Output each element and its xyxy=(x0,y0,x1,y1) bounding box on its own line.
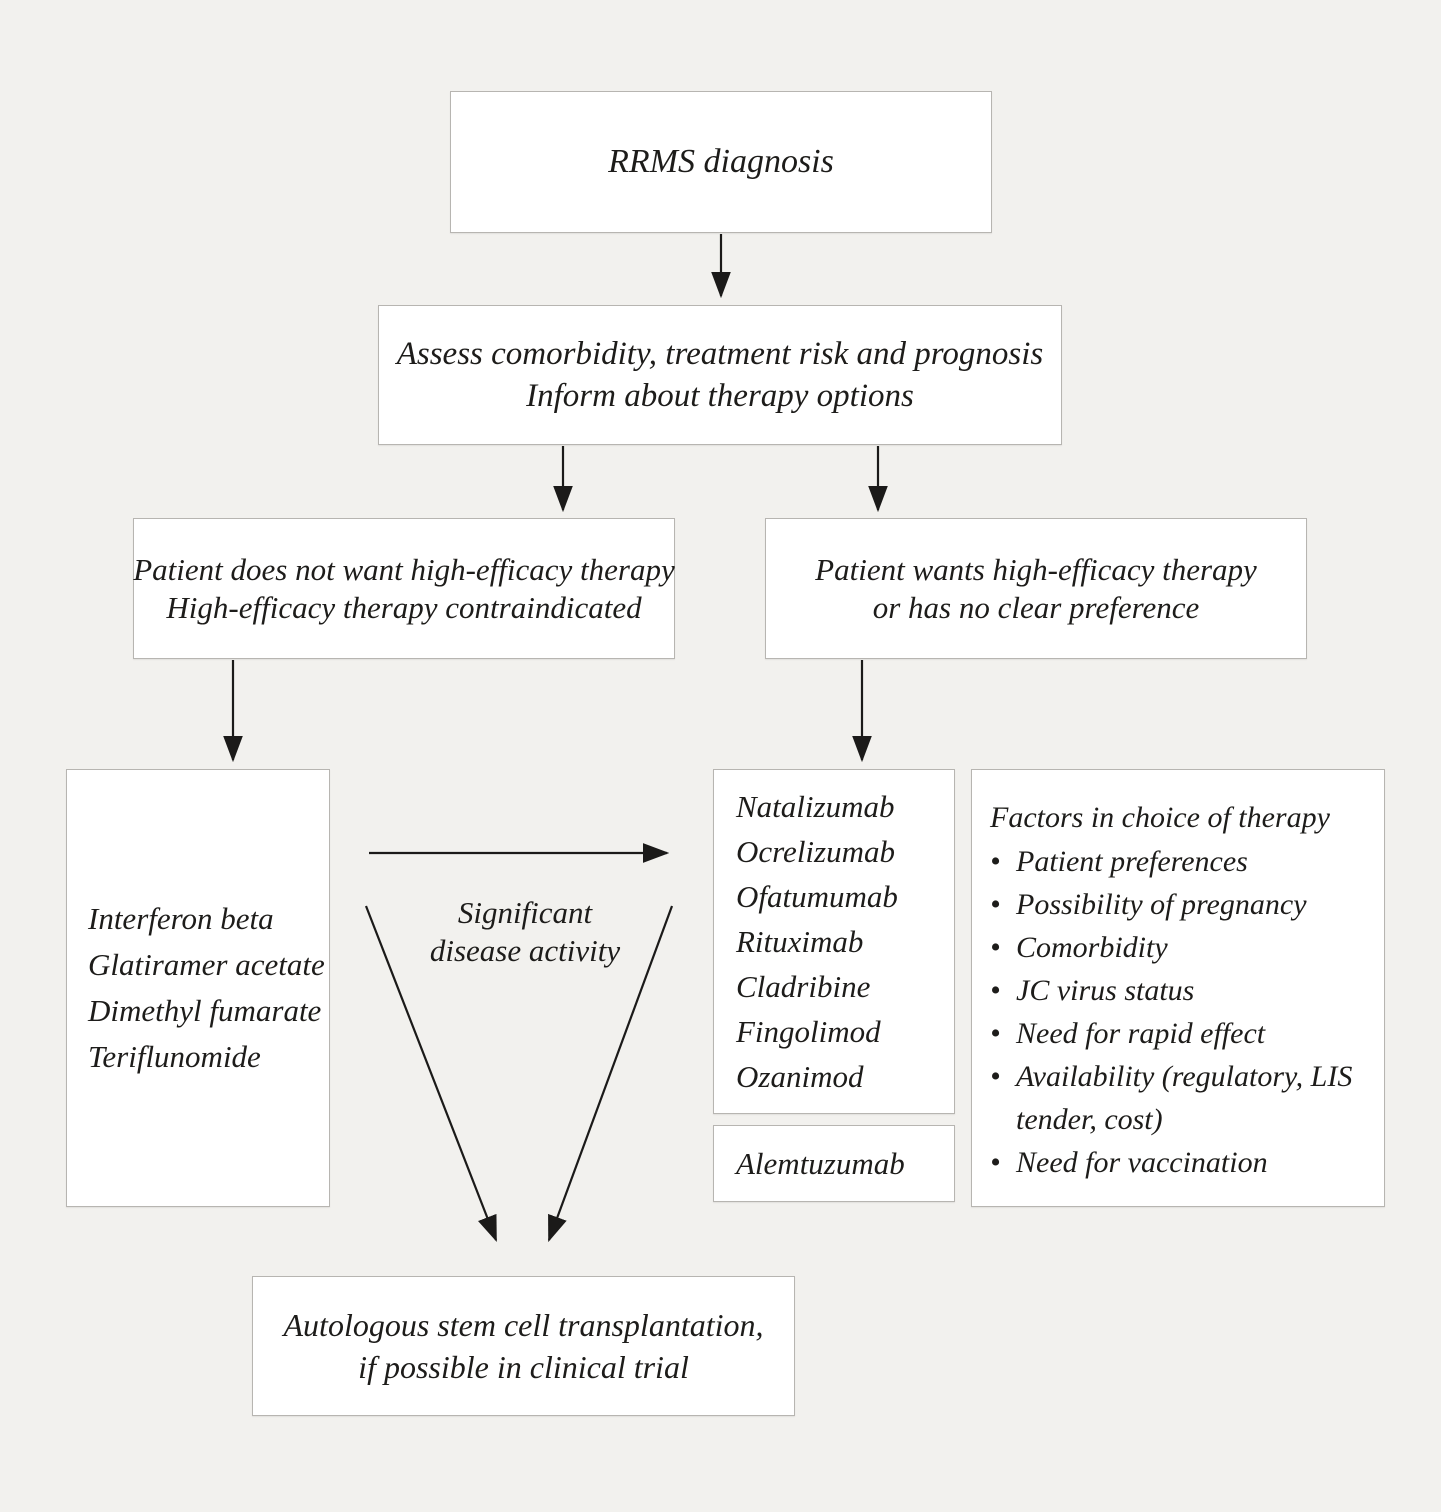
node-no-high-efficacy-line-2: High-efficacy therapy contraindicated xyxy=(166,589,642,625)
factor-need-for-vaccination: Need for vaccination xyxy=(1016,1146,1268,1179)
drug-ozanimod: Ozanimod xyxy=(736,1059,864,1094)
node-stem-cell-transplantation xyxy=(252,1276,795,1416)
bullet-icon: • xyxy=(990,1017,1001,1050)
factor-need-for-rapid-effect: Need for rapid effect xyxy=(1016,1017,1266,1050)
drug-teriflunomide: Teriflunomide xyxy=(88,1039,261,1074)
node-moderate-efficacy-drugs xyxy=(66,769,330,1207)
edge-label-line-2: disease activity xyxy=(429,933,621,968)
factor-item xyxy=(990,1141,1364,1184)
factor-possibility-of-pregnancy: Possibility of pregnancy xyxy=(1016,888,1307,921)
factor-item xyxy=(990,969,1364,1012)
factor-item xyxy=(990,1055,1364,1141)
factor-item xyxy=(990,883,1364,926)
drug-dimethyl-fumarate: Dimethyl fumarate xyxy=(88,993,322,1028)
node-assess-line-2: Inform about therapy options xyxy=(526,378,914,414)
node-stem-cell-line-1: Autologous stem cell transplantation, xyxy=(283,1307,764,1343)
factor-item xyxy=(990,926,1364,969)
node-assess-line-1: Assess comorbidity, treatment risk and prognosis xyxy=(396,336,1044,372)
drug-natalizumab: Natalizumab xyxy=(736,789,895,824)
node-no-high-efficacy xyxy=(133,518,675,659)
node-rrms-diagnosis-text: RRMS diagnosis xyxy=(608,143,834,180)
node-wants-high-efficacy-line-2: or has no clear preference xyxy=(872,589,1200,625)
drug-ofatumumab: Ofatumumab xyxy=(736,879,898,914)
bullet-icon: • xyxy=(990,1146,1001,1179)
factor-jc-virus-status: JC virus status xyxy=(1016,974,1195,1007)
drug-cladribine: Cladribine xyxy=(736,969,871,1004)
drug-ocrelizumab: Ocrelizumab xyxy=(736,834,895,869)
factors-title: Factors in choice of therapy xyxy=(990,801,1330,834)
node-high-efficacy-drugs xyxy=(713,769,955,1114)
drug-rituximab: Rituximab xyxy=(736,924,864,959)
bullet-icon: • xyxy=(990,974,1001,1007)
node-stem-cell-line-2: if possible in clinical trial xyxy=(358,1349,689,1385)
factor-item xyxy=(990,1012,1364,1055)
factor-availability: Availability (regulatory, LIS tender, cost) xyxy=(1016,1060,1353,1136)
drug-interferon-beta: Interferon beta xyxy=(88,901,274,936)
factor-comorbidity: Comorbidity xyxy=(1016,931,1168,964)
node-wants-high-efficacy xyxy=(765,518,1307,659)
node-no-high-efficacy-line-1: Patient does not want high-efficacy therapy xyxy=(133,551,675,587)
node-assess xyxy=(378,305,1062,445)
node-wants-high-efficacy-line-1: Patient wants high-efficacy therapy xyxy=(815,551,1257,587)
drug-alemtuzumab: Alemtuzumab xyxy=(736,1145,905,1181)
bullet-icon: • xyxy=(990,931,1001,964)
factor-patient-preferences: Patient preferences xyxy=(1016,845,1248,878)
node-alemtuzumab xyxy=(713,1125,955,1202)
factor-item xyxy=(990,840,1364,883)
edge-label-line-1: Significant xyxy=(457,895,593,930)
bullet-icon: • xyxy=(990,888,1001,921)
drug-glatiramer-acetate: Glatiramer acetate xyxy=(88,947,325,982)
bullet-icon: • xyxy=(990,1060,1001,1093)
node-rrms-diagnosis xyxy=(450,91,992,233)
edge-label-significant-disease-activity xyxy=(375,894,675,970)
bullet-icon: • xyxy=(990,845,1001,878)
node-factors-in-choice xyxy=(971,769,1385,1207)
drug-fingolimod: Fingolimod xyxy=(736,1014,881,1049)
